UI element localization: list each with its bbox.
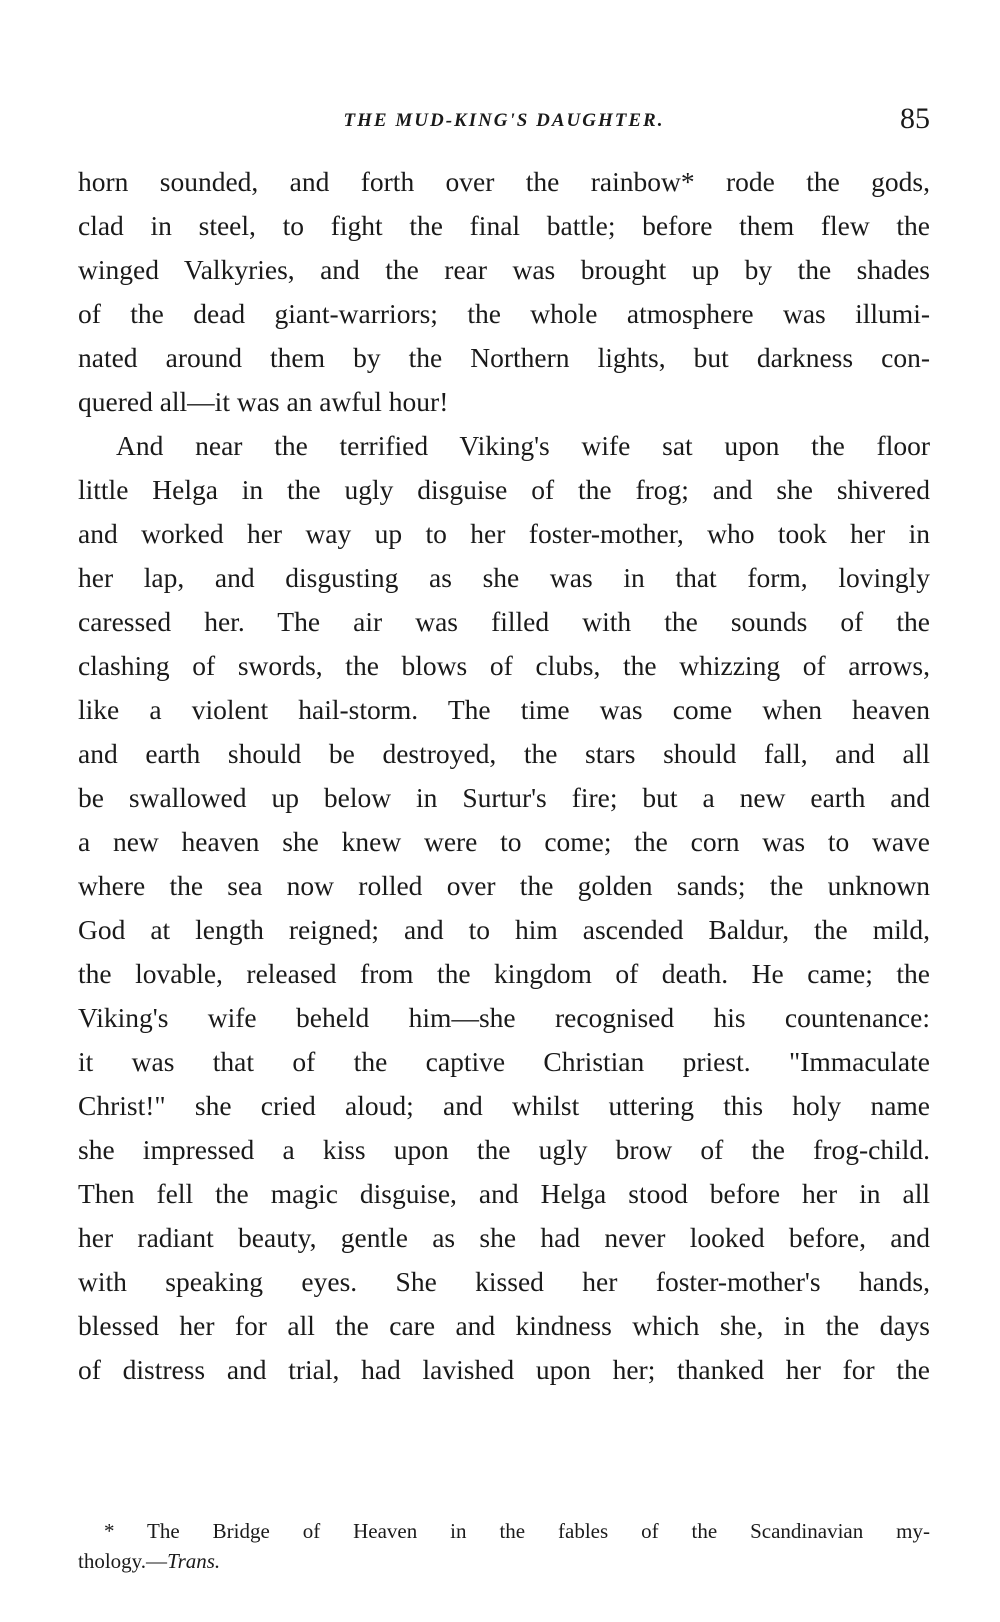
text-line: like a violent hail-storm. The time was come when heaven (78, 694, 930, 725)
text-line: be swallowed up below in Surtur's fire; but a new earth and (78, 782, 930, 813)
text-line: nated around them by the Northern lights, but darkness con- (78, 342, 930, 373)
text-line: the lovable, released from the kingdom of death. He came; the (78, 958, 930, 989)
text-line: a new heaven she knew were to come; the corn was to wave (78, 826, 930, 857)
footnote (78, 1516, 930, 1576)
text-line: and earth should be destroyed, the stars should fall, and all (78, 738, 930, 769)
text-line: clashing of swords, the blows of clubs, the whizzing of arrows, (78, 650, 930, 681)
text-line: Viking's wife beheld him—she recognised his countenance: (78, 1002, 930, 1033)
running-head (78, 102, 930, 142)
footnote-line (78, 1546, 930, 1576)
text-line: blessed her for all the care and kindness which she, in the days (78, 1310, 930, 1341)
running-title: THE MUD-KING'S DAUGHTER. (343, 110, 665, 131)
footnote-text: thology.— (78, 1549, 168, 1573)
text-line: clad in steel, to fight the final battle; before them flew the (78, 210, 930, 241)
body-text (78, 160, 930, 1392)
footnote-line: * The Bridge of Heaven in the fables of the Scandinavian my- (104, 1519, 930, 1543)
text-line: little Helga in the ugly disguise of the frog; and she shivered (78, 474, 930, 505)
text-line: it was that of the captive Christian priest. "Immaculate (78, 1046, 930, 1077)
text-line: of the dead giant-warriors; the whole atmosphere was illumi- (78, 298, 930, 329)
text-line: quered all—it was an awful hour! (78, 386, 449, 417)
text-line: Then fell the magic disguise, and Helga stood before her in all (78, 1178, 930, 1209)
text-line: God at length reigned; and to him ascended Baldur, the mild, (78, 914, 930, 945)
text-line: and worked her way up to her foster-mother, who took her in (78, 518, 930, 549)
page-number: 85 (900, 102, 930, 135)
text-line: winged Valkyries, and the rear was brought up by the shades (78, 254, 930, 285)
text-line: of distress and trial, had lavished upon her; thanked her for the (78, 1354, 930, 1385)
text-line: And near the terrified Viking's wife sat upon the floor (116, 430, 930, 461)
text-line: her radiant beauty, gentle as she had never looked before, and (78, 1222, 930, 1253)
text-line: with speaking eyes. She kissed her foster-mother's hands, (78, 1266, 930, 1297)
text-line: her lap, and disgusting as she was in that form, lovingly (78, 562, 930, 593)
text-line: caressed her. The air was filled with the sounds of the (78, 606, 930, 637)
text-line: she impressed a kiss upon the ugly brow of the frog-child. (78, 1134, 930, 1165)
footnote-translator-note: Trans. (167, 1549, 221, 1573)
text-line: horn sounded, and forth over the rainbow* rode the gods, (78, 166, 930, 197)
text-line: Christ!" she cried aloud; and whilst uttering this holy name (78, 1090, 930, 1121)
text-line: where the sea now rolled over the golden sands; the unknown (78, 870, 930, 901)
